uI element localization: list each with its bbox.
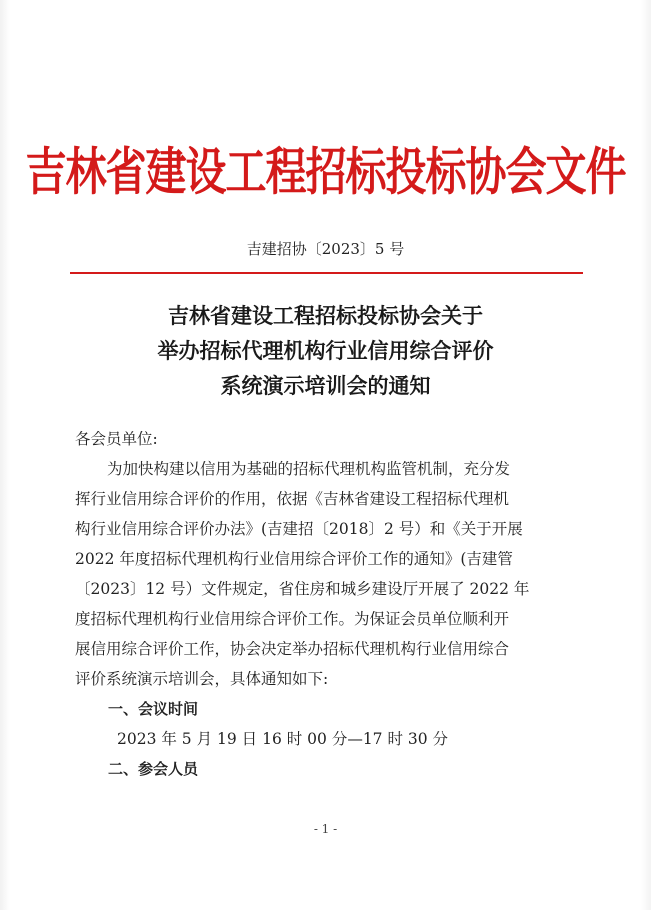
red-divider-line bbox=[70, 272, 583, 274]
notice-body bbox=[75, 424, 580, 784]
organization-header-title: 吉林省建设工程招标投标协会文件 bbox=[25, 141, 626, 202]
paragraph-line: 度招标代理机构行业信用综合评价工作。为保证会员单位顺利开 bbox=[75, 610, 510, 628]
paragraph-line: 展信用综合评价工作，协会决定举办招标代理机构行业信用综合 bbox=[75, 640, 510, 658]
intro-paragraph bbox=[75, 454, 580, 694]
document-number: 吉建招协〔2023〕5 号 bbox=[246, 240, 405, 258]
page-number: - 1 - bbox=[313, 822, 338, 836]
section-body-meeting-time: 2023 年 5 月 19 日 16 时 00 分—17 时 30 分 bbox=[117, 730, 449, 748]
section-heading-meeting-time: 一、会议时间 bbox=[108, 700, 199, 718]
salutation: 各会员单位: bbox=[75, 430, 158, 448]
paragraph-line: 〔2023〕12 号）文件规定，省住房和城乡建设厅开展了 2022 年 bbox=[75, 580, 530, 598]
notice-title-line: 吉林省建设工程招标投标协会关于 bbox=[168, 303, 483, 328]
paragraph-line: 2022 年度招标代理机构行业信用综合评价工作的通知》(吉建管 bbox=[75, 550, 513, 568]
section-heading-attendees: 二、参会人员 bbox=[108, 760, 199, 778]
notice-title-line: 系统演示培训会的通知 bbox=[220, 373, 431, 398]
paragraph-line: 挥行业信用综合评价的作用，依据《吉林省建设工程招标代理机 bbox=[75, 490, 510, 508]
paragraph-line: 评价系统演示培训会，具体通知如下: bbox=[75, 670, 329, 688]
paragraph-line: 为加快构建以信用为基础的招标代理机构监管机制，充分发 bbox=[107, 460, 511, 478]
notice-title-line: 举办招标代理机构行业信用综合评价 bbox=[157, 338, 494, 363]
notice-title bbox=[0, 298, 651, 403]
paragraph-line: 构行业信用综合评价办法》(吉建招〔2018〕2 号）和《关于开展 bbox=[75, 520, 523, 538]
